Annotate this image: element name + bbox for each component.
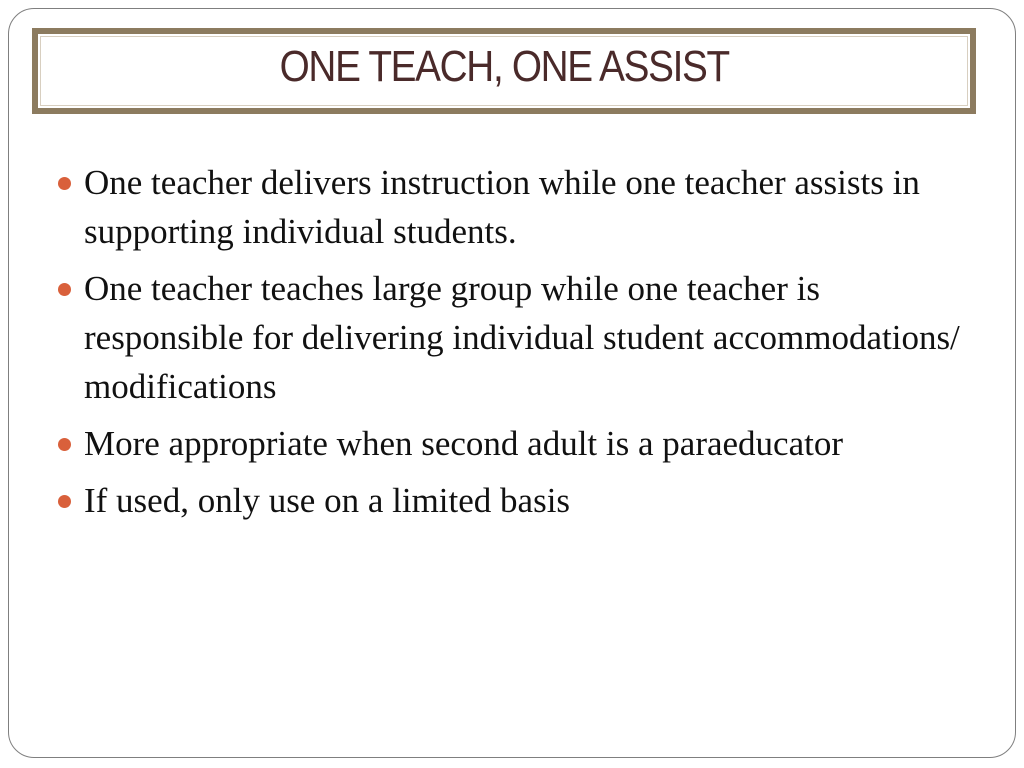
bullet-dot-icon xyxy=(58,283,71,296)
bullet-list xyxy=(56,158,976,533)
bullet-dot-icon xyxy=(58,495,71,508)
bullet-item xyxy=(56,158,976,256)
bullet-text: One teacher delivers instruction while one teacher assists in supporting individual students. xyxy=(84,163,920,251)
bullet-text: If used, only use on a limited basis xyxy=(84,481,571,520)
bullet-item xyxy=(56,264,976,411)
slide-title: ONE TEACH, ONE ASSIST xyxy=(279,42,729,91)
bullet-text: One teacher teaches large group while one teacher is responsible for delivering individual student accommodations/ modifications xyxy=(84,269,960,406)
bullet-dot-icon xyxy=(58,177,71,190)
bullet-item xyxy=(56,476,976,525)
bullet-text: More appropriate when second adult is a paraeducator xyxy=(84,424,843,463)
bullet-dot-icon xyxy=(58,438,71,451)
title-box xyxy=(32,28,976,114)
bullet-item xyxy=(56,419,976,468)
